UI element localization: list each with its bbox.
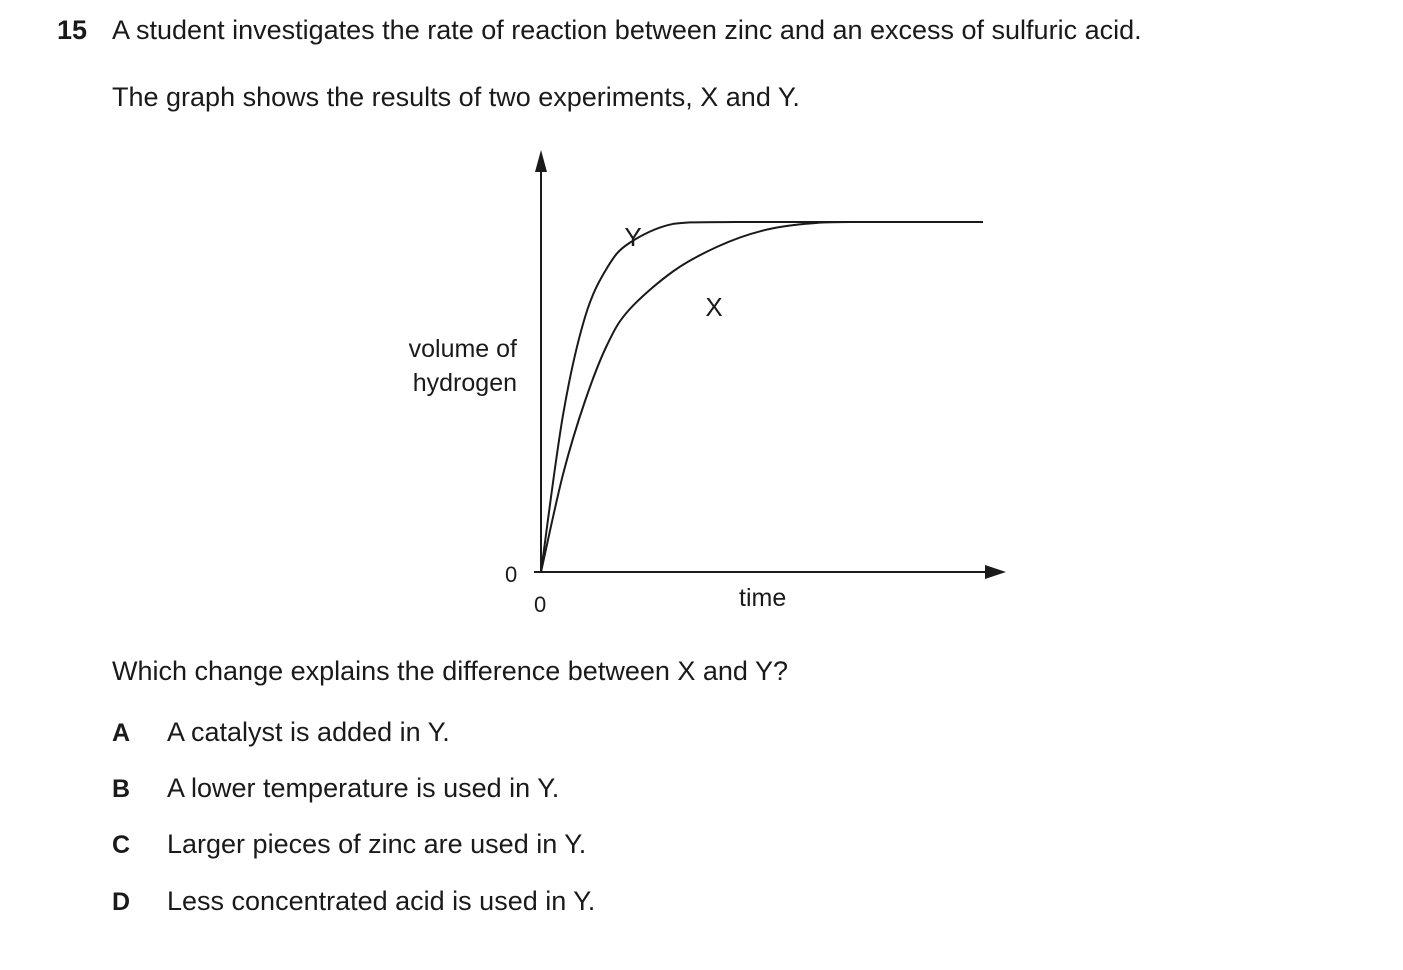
option-a-letter[interactable]: A (112, 719, 131, 747)
option-d-letter[interactable]: D (112, 888, 131, 916)
series-label-y: Y (624, 222, 642, 252)
series-line-x (541, 222, 983, 572)
question-number: 15 (57, 15, 88, 45)
option-c-letter[interactable]: C (112, 831, 131, 859)
option-d-text[interactable]: Less concentrated acid is used in Y. (167, 886, 596, 916)
question-stem-line-2: The graph shows the results of two experiments, X and Y. (112, 82, 800, 112)
y-axis-label-line-1: volume of (408, 335, 517, 363)
series-label-x: X (705, 292, 723, 322)
x-origin-label: 0 (534, 592, 547, 617)
option-c-text[interactable]: Larger pieces of zinc are used in Y. (167, 829, 587, 859)
option-b-text[interactable]: A lower temperature is used in Y. (167, 773, 560, 803)
option-a-text[interactable]: A catalyst is added in Y. (167, 717, 450, 747)
option-b-letter[interactable]: B (112, 775, 131, 803)
question-stem-line-1: A student investigates the rate of reaction between zinc and an excess of sulfuric acid. (112, 15, 1142, 45)
series-layer (541, 222, 983, 572)
y-axis-arrow (535, 150, 547, 172)
x-axis-label: time (739, 584, 787, 612)
series-line-y (541, 222, 983, 572)
y-origin-label: 0 (505, 562, 518, 587)
x-axis-arrow (985, 565, 1006, 579)
question-prompt: Which change explains the difference between X and Y? (112, 656, 788, 686)
y-axis-label-line-2: hydrogen (412, 369, 517, 397)
